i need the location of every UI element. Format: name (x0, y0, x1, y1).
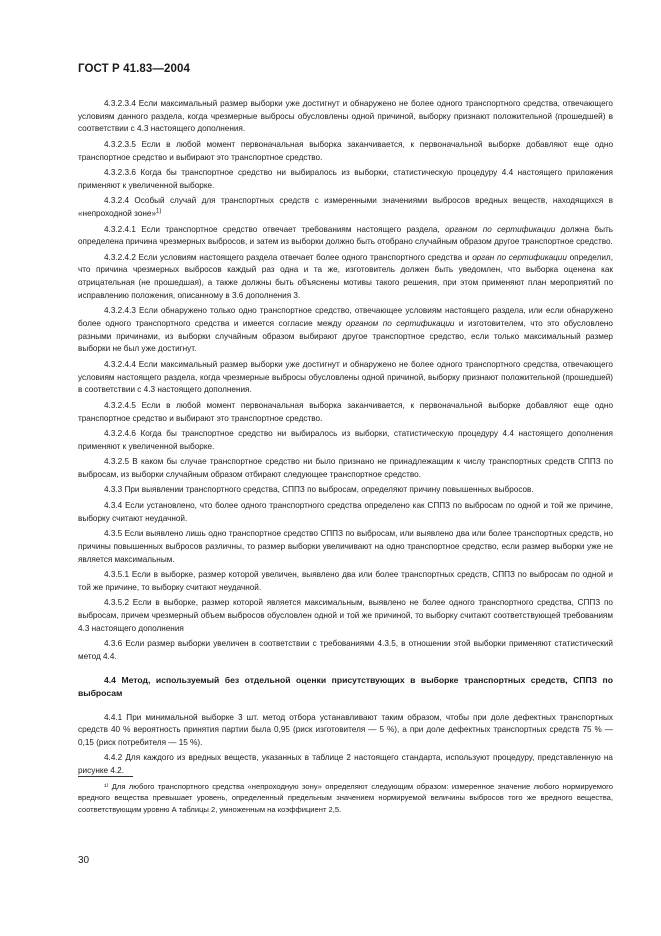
document-body (78, 98, 613, 781)
paragraph-text: 4.3.2.4.1 Если транспортное средство отвечает требованиям настоящего раздела, (104, 224, 446, 234)
paragraph: 4.4.1 При минимальной выборке 3 шт. метод отбора устанавливают таким образом, чтобы при доле дефектных транспортных средств 40 % вероятность принятия партии была 0,95 (риск изготовителя — 5 %), а при доле дефектных транспортных средств 75 % — 0,15 (риск потребителя — 15 %). (78, 712, 613, 747)
italic-term: органом по сертификации (346, 319, 455, 329)
italic-term: орган по сертификации (472, 252, 567, 262)
page-number: 30 (78, 855, 90, 866)
paragraph: 4.3.2.4.6 Когда бы транспортное средство ни выбиралось из выборки, статистическую процедуру 4.4 настоящего дополнения применяют к увеличенной выборке. (78, 429, 613, 451)
italic-term: органом по сертификации (445, 224, 556, 234)
footnote-text: ¹⁾ Для любого транспортного средства «непроходную зону» определяют следующим образом: измеренное значение любого нормируемого вредного вещества превышает уровень, определенный предельным значением нормируемой величины выбросов того же вредного вещества, соответствующим уровню А таблицы 2, умноженным на коэффициент 2,5. (78, 782, 613, 814)
paragraph-text: 4.3.2.4 Особый случай для транспортных средств с измеренными значениями выбросов вредных веществ, находящихся в «непроходной зоне» (78, 196, 613, 219)
footnote-marker: 1) (156, 208, 162, 215)
paragraph-text: 4.3.2.4.2 Если условиям настоящего раздела отвечает более одного транспортного средства и (104, 252, 473, 262)
paragraph: 4.3.2.3.6 Когда бы транспортное средство ни выбиралось из выборки, статистическую процедуру 4.4 настоящего приложения применяют к увеличенной выборке. (78, 168, 613, 190)
footnote (78, 781, 613, 815)
paragraph: 4.3.4 Если установлено, что более одного транспортного средства определено как СППЗ по выбросам по одной и той же причине, выборку считают неудачной. (78, 500, 613, 523)
paragraph (78, 195, 613, 220)
paragraph: 4.3.3 При выявлении транспортного средства, СППЗ по выбросам, определяют причину повышенных выбросов. (104, 485, 534, 495)
paragraph (78, 305, 613, 356)
paragraph: 4.3.5.2 Если в выборке, размер которой является максимальным, выявлено не более одного транспортного средства, СППЗ по выбросам, причем чрезмерный объем выбросов обусловлен одной и той же причиной, то выборку считают соответствующей требованиям 4.3 настоящего дополнения (78, 598, 613, 633)
paragraph: 4.4.2 Для каждого из вредных веществ, указанных в таблице 2 настоящего стандарта, используют процедуру, представленную на рисунке 4.2. (78, 753, 613, 776)
paragraph-text: определил, что причина чрезмерных выбросов каждый раз одна и та же, изготовитель должен быть уведомлен, что выборка оценена как отрицательная (не прошедшая), а также должны быть объяснены мотивы такого решения, при этом применяют план мероприятий по исправлению положения, описанному в 3.6 дополнения 3. (78, 252, 613, 300)
paragraph: 4.3.6 Если размер выборки увеличен в соответствии с требованиями 4.3.5, в отношении этой выборки применяют статистический метод 4.4. (78, 639, 613, 661)
paragraph-text: 4.3.2.4.3 Если обнаружено только одно транспортное средство, отвечающее условиям настоящего раздела, или если обнаружено более одного транспортного средства и имеется согласие между (78, 306, 613, 329)
paragraph: 4.3.2.3.5 Если в любой момент первоначальная выборка заканчивается, к первоначальной выборке добавляют еще одно транспортное средство и выбирают это транспортное средство. (78, 139, 613, 162)
paragraph: 4.3.2.4.5 Если в любой момент первоначальная выборка заканчивается, к первоначальной выборке добавляют еще одно транспортное средство и выбирают это транспортное средство. (78, 400, 613, 423)
paragraph: 4.3.5.1 Если в выборке, размер которой увеличен, выявлено два или более транспортных средств, СППЗ по выбросам по одной и той же причине, то выборку считают неудачной. (78, 570, 613, 592)
section-heading: 4.4 Метод, используемый без отдельной оценки присутствующих в выборке транспортных средств, СППЗ по выбросам (78, 674, 613, 698)
paragraph: 4.3.2.5 В каком бы случае транспортное средство ни было признано не принадлежащим к числу транспортных средств СППЗ по выбросам, из выборки случайным образом отбирают следующее транспортное средство. (78, 457, 613, 479)
paragraph-text: должна быть определена причина чрезмерных выбросов, и затем из выборки должно быть отобрано случайным образом другое транспортное средство. (78, 224, 613, 247)
paragraph: 4.3.5 Если выявлено лишь одно транспортное средство СППЗ по выбросам, или выявлено два или более транспортных средств, но причины повышенных выбросов различны, то размер выборки увеличивают на одно транспортное средство, если размер выборки уже не является максимальным. (78, 529, 613, 564)
paragraph (78, 252, 613, 303)
document-header: ГОСТ Р 41.83—2004 (78, 63, 190, 75)
paragraph (78, 224, 613, 249)
paragraph: 4.3.2.4.4 Если максимальный размер выборки уже достигнут и обнаружено не более одного транспортного средства, отвечающего условиям настоящего раздела, когда чрезмерные выбросы обусловлены одной причиной, выборку признают положительной (прошедшей) в соответствии с 4.3 настоящего дополнения. (78, 359, 613, 395)
footnote-divider (78, 776, 133, 777)
paragraph-text: и изготовителем, что это обусловлено разными причинами, из выборки случайным образом выбирают другое транспортное средство, если только максимальный размер выборки не был уже достигнут. (78, 319, 613, 354)
paragraph: 4.3.2.3.4 Если максимальный размер выборки уже достигнут и обнаружено не более одного транспортного средства, отвечающего условиям данного раздела, когда чрезмерные выбросы обусловлены одной причиной, выборку признают положительной (прошедшей) в соответствии с 4.3 настоящего дополнения. (78, 99, 613, 134)
